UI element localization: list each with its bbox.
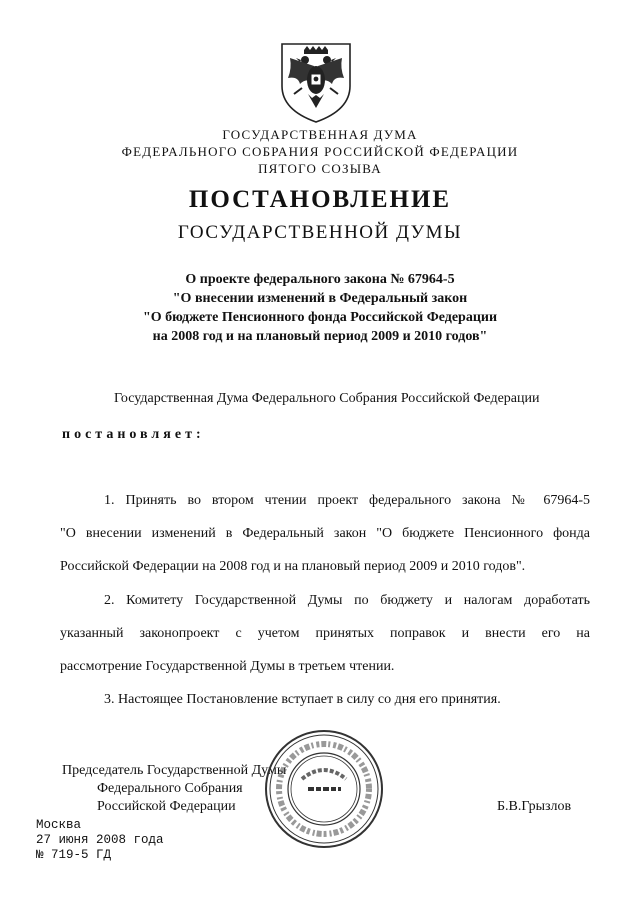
header-line-1: ГОСУДАРСТВЕННАЯ ДУМА <box>222 127 418 142</box>
signatory-title-line-3: Российской Федерации <box>97 799 236 814</box>
footer-number: № 719-5 ГД <box>36 848 112 862</box>
document-subtitle: ГОСУДАРСТВЕННОЙ ДУМЫ <box>177 222 463 243</box>
header-line-3: ПЯТОГО СОЗЫВА <box>258 161 382 176</box>
item-1-line-1: 1. Принять во втором чтении проект федерального закона № 67964-5 <box>104 493 590 508</box>
item-2-line-1: 2. Комитету Государственной Думы по бюджету и налогам доработать <box>104 593 590 608</box>
subject-line-4: на 2008 год и на плановый период 2009 и 2010 годов" <box>152 329 488 344</box>
signatory-title-line-2: Федерального Собрания <box>97 781 243 796</box>
item-1-line-3: Российской Федерации на 2008 год и на плановый период 2009 и 2010 годов". <box>60 559 526 574</box>
footer-city: Москва <box>36 818 82 832</box>
footer-date: 27 июня 2008 года <box>36 833 164 847</box>
item-2-line-3: рассмотрение Государственной Думы в третьем чтении. <box>60 659 395 674</box>
signatory-name: Б.В.Грызлов <box>497 799 572 814</box>
subject-line-1: О проекте федерального закона № 67964-5 <box>185 272 455 287</box>
preamble: Государственная Дума Федерального Собрания Российской Федерации <box>114 391 540 406</box>
item-3-line-1: 3. Настоящее Постановление вступает в силу со дня его принятия. <box>104 692 501 707</box>
subject-line-2: "О внесении изменений в Федеральный закон <box>172 291 468 306</box>
decree-word: постановляет: <box>62 427 205 442</box>
document-title: ПОСТАНОВЛЕНИЕ <box>188 186 452 213</box>
item-2-line-2: указанный законопроект с учетом принятых поправок и внести его на <box>60 626 590 641</box>
subject-line-3: "О бюджете Пенсионного фонда Российской Федерации <box>142 310 498 325</box>
signatory-title-line-1: Председатель Государственной Думы <box>62 763 287 778</box>
official-stamp <box>262 727 386 851</box>
item-1-line-2: "О внесении изменений в Федеральный закон "О бюджете Пенсионного фонда <box>60 526 590 541</box>
coat-of-arms-emblem <box>276 38 356 126</box>
header-line-2: ФЕДЕРАЛЬНОГО СОБРАНИЯ РОССИЙСКОЙ ФЕДЕРАЦИИ <box>121 144 519 159</box>
